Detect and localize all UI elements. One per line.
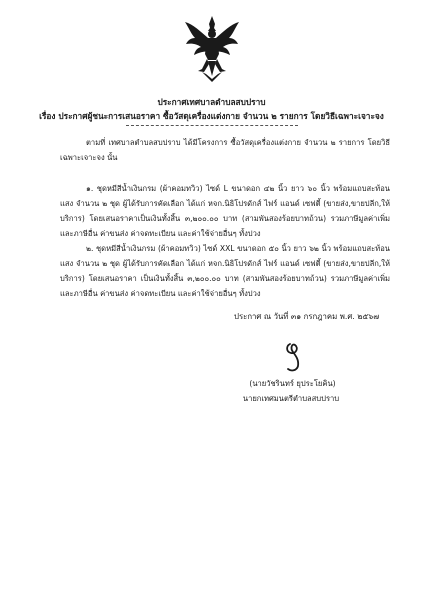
paragraph-item-1: ๑. ชุดหมีสีน้ำเงินกรม (ผ้าคอมทวิว) ไซด์ L ขนาดอก ๔๒ นิ้ว ยาว ๖๐ นิ้ว พร้อมแถบสะท้อนแสง จำนวน ๒ ชุด ผู้ได้รับการคัดเลือก ได้แก่ หจก.นิธิโปรดักส์ ไฟร์ แอนด์ เซฟตี้ (ขายส่ง,ขายปลีก,ให้บริการ) โดยเสนอราคาเป็นเงินทั้งสิ้น ๓,๒๐๐.๐๐ บาท (สามพันสองร้อยบาทถ้วน) รวมภาษีมูลค่าเพิ่มและภาษีอื่น ค่าขนส่ง ค่าจดทะเบียน และค่าใช้จ่ายอื่นๆ ทั้งปวง xyxy=(60,184,390,238)
document-title: ประกาศเทศบาลตำบลสบปราบ xyxy=(157,97,266,107)
divider-line xyxy=(126,125,298,126)
paragraph-intro: ตามที่ เทศบาลตำบลสบปราบ ได้มีโครงการ ซื้อวัสดุเครื่องแต่งกาย จำนวน ๒ รายการ โดยวิธีเฉพาะเจาะจง นั้น xyxy=(60,138,390,162)
signature-icon xyxy=(283,340,305,374)
garuda-emblem-icon xyxy=(183,14,241,84)
signer-name: (นายวัชรินทร์ ยุประโยคิน) xyxy=(249,379,336,388)
announcement-date: ประกาศ ณ วันที่ ๓๑ กรกฎาคม พ.ศ. ๒๕๖๗ xyxy=(234,312,380,321)
document-subject: เรื่อง ประกาศผู้ชนะการเสนอราคา ซื้อวัสดุเครื่องแต่งกาย จำนวน ๒ รายการ โดยวิธีเฉพาะเจาะจง xyxy=(39,111,384,121)
signer-position: นายกเทศมนตรีตำบลสบปราบ xyxy=(242,394,340,403)
paragraph-item-2: ๒. ชุดหมีสีน้ำเงินกรม (ผ้าคอมทวิว) ไซด์ XXL ขนาดอก ๕๐ นิ้ว ยาว ๖๒ นิ้ว พร้อมแถบสะท้อนแสง จำนวน ๒ ชุด ผู้ได้รับการคัดเลือก ได้แก่ หจก.นิธิโปรดักส์ ไฟร์ แอนด์ เซฟตี้ (ขายส่ง,ขายปลีก,ให้บริการ) โดยเสนอราคา เป็นเงินทั้งสิ้น ๓,๒๐๐.๐๐ บาท (สามพันสองร้อยบาทถ้วน) รวมภาษีมูลค่าเพิ่มและภาษีอื่น ค่าขนส่ง ค่าจดทะเบียน และค่าใช้จ่ายอื่นๆ ทั้งปวง xyxy=(60,244,390,298)
